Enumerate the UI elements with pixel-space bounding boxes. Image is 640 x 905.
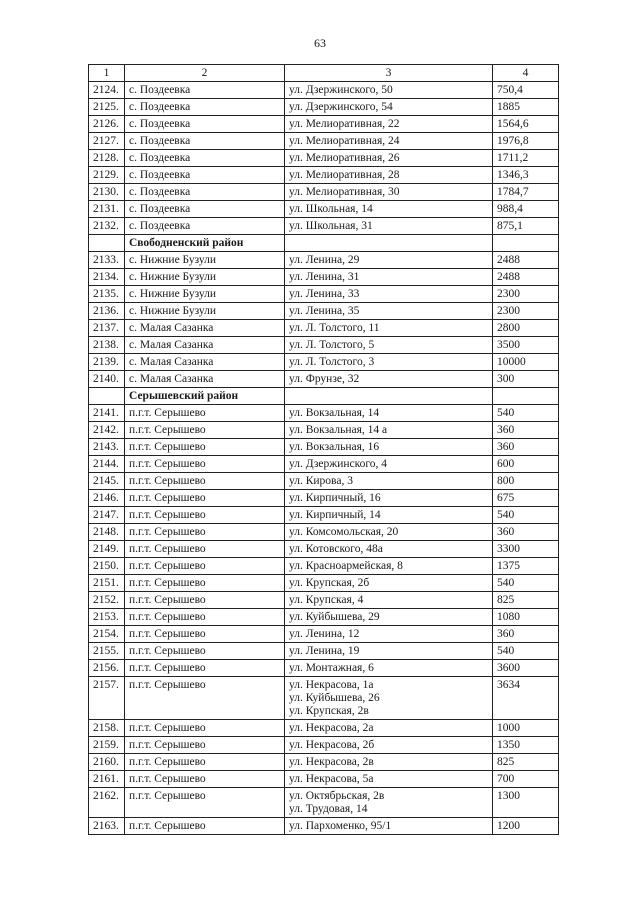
address-line: ул. Ленина, 12 [289, 628, 360, 640]
section-num-cell [89, 235, 125, 252]
address-line: ул. Кирова, 3 [289, 475, 353, 487]
table-row [89, 737, 559, 754]
address-cell [285, 99, 493, 116]
locality-cell: п.г.т. Серышево [125, 643, 285, 660]
table-row [89, 184, 559, 201]
page-number: 63 [314, 36, 326, 50]
address-line: ул. Школьная, 14 [289, 203, 373, 215]
address-line: ул. Ленина, 19 [289, 645, 360, 657]
table-row [89, 754, 559, 771]
row-number: 2151. [89, 575, 125, 592]
locality-cell: п.г.т. Серышево [125, 422, 285, 439]
address-cell [285, 133, 493, 150]
table-row [89, 99, 559, 116]
locality-cell: п.г.т. Серышево [125, 720, 285, 737]
row-number: 2145. [89, 473, 125, 490]
row-number: 2161. [89, 771, 125, 788]
locality-cell: п.г.т. Серышево [125, 541, 285, 558]
address-cell [285, 660, 493, 677]
section-num-cell [89, 388, 125, 405]
row-number: 2142. [89, 422, 125, 439]
table-row [89, 592, 559, 609]
table-row [89, 201, 559, 218]
locality-cell: п.г.т. Серышево [125, 405, 285, 422]
column-header-3: 3 [285, 65, 493, 82]
value-cell: 360 [493, 439, 559, 456]
table-row [89, 473, 559, 490]
address-line: ул. Крупская, 2в [289, 705, 369, 717]
address-cell [285, 677, 493, 720]
value-cell: 1784,7 [493, 184, 559, 201]
address-cell [285, 218, 493, 235]
address-cell [285, 575, 493, 592]
locality-cell: п.г.т. Серышево [125, 609, 285, 626]
row-number: 2154. [89, 626, 125, 643]
address-line: ул. Монтажная, 6 [289, 662, 374, 674]
section-address-cell [285, 388, 493, 405]
table-row [89, 116, 559, 133]
table-row [89, 133, 559, 150]
table-row [89, 660, 559, 677]
address-line: ул. Трудовая, 14 [289, 803, 368, 815]
locality-cell: с. Поздеевка [125, 116, 285, 133]
register-table [88, 64, 559, 835]
locality-cell: с. Поздеевка [125, 201, 285, 218]
value-cell: 825 [493, 592, 559, 609]
table-row [89, 490, 559, 507]
value-cell: 675 [493, 490, 559, 507]
table-row [89, 286, 559, 303]
locality-cell: с. Малая Сазанка [125, 320, 285, 337]
address-line: ул. Некрасова, 2б [289, 739, 375, 751]
value-cell: 2300 [493, 303, 559, 320]
locality-cell: с. Малая Сазанка [125, 371, 285, 388]
row-number: 2159. [89, 737, 125, 754]
address-cell [285, 269, 493, 286]
row-number: 2149. [89, 541, 125, 558]
row-number: 2146. [89, 490, 125, 507]
locality-cell: п.г.т. Серышево [125, 626, 285, 643]
address-cell [285, 737, 493, 754]
value-cell: 1200 [493, 818, 559, 835]
table-row [89, 252, 559, 269]
locality-cell: п.г.т. Серышево [125, 490, 285, 507]
row-number: 2160. [89, 754, 125, 771]
table-row [89, 788, 559, 818]
address-line: ул. Крупская, 2б [289, 577, 370, 589]
value-cell: 300 [493, 371, 559, 388]
row-number: 2162. [89, 788, 125, 818]
locality-cell: с. Малая Сазанка [125, 337, 285, 354]
locality-cell: с. Поздеевка [125, 99, 285, 116]
address-line: ул. Л. Толстого, 11 [289, 322, 380, 334]
address-line: ул. Фрунзе, 32 [289, 373, 360, 385]
table-row [89, 320, 559, 337]
locality-cell: п.г.т. Серышево [125, 473, 285, 490]
address-cell [285, 252, 493, 269]
locality-cell: п.г.т. Серышево [125, 737, 285, 754]
section-row [89, 388, 559, 405]
row-number: 2137. [89, 320, 125, 337]
value-cell: 2300 [493, 286, 559, 303]
value-cell: 2800 [493, 320, 559, 337]
table-row [89, 558, 559, 575]
row-number: 2125. [89, 99, 125, 116]
row-number: 2156. [89, 660, 125, 677]
address-line: ул. Некрасова, 5а [289, 773, 374, 785]
locality-cell: п.г.т. Серышево [125, 754, 285, 771]
value-cell: 1346,3 [493, 167, 559, 184]
row-number: 2134. [89, 269, 125, 286]
row-number: 2158. [89, 720, 125, 737]
address-cell [285, 303, 493, 320]
address-cell [285, 818, 493, 835]
address-cell [285, 286, 493, 303]
locality-cell: п.г.т. Серышево [125, 818, 285, 835]
locality-cell: с. Поздеевка [125, 184, 285, 201]
address-line: ул. Ленина, 35 [289, 305, 360, 317]
table-row [89, 218, 559, 235]
locality-cell: п.г.т. Серышево [125, 439, 285, 456]
table-row [89, 150, 559, 167]
address-cell [285, 201, 493, 218]
address-line: ул. Школьная, 31 [289, 220, 373, 232]
address-line: ул. Ленина, 29 [289, 254, 360, 266]
row-number: 2141. [89, 405, 125, 422]
address-line: ул. Куйбышева, 29 [289, 611, 380, 623]
row-number: 2153. [89, 609, 125, 626]
row-number: 2135. [89, 286, 125, 303]
value-cell: 360 [493, 626, 559, 643]
value-cell: 750,4 [493, 82, 559, 99]
row-number: 2131. [89, 201, 125, 218]
table-row [89, 269, 559, 286]
address-line: ул. Вокзальная, 16 [289, 441, 380, 453]
value-cell: 2488 [493, 252, 559, 269]
row-number: 2155. [89, 643, 125, 660]
row-number: 2127. [89, 133, 125, 150]
locality-cell: п.г.т. Серышево [125, 592, 285, 609]
column-header-2: 2 [125, 65, 285, 82]
value-cell: 10000 [493, 354, 559, 371]
value-cell: 540 [493, 507, 559, 524]
row-number: 2132. [89, 218, 125, 235]
row-number: 2163. [89, 818, 125, 835]
address-cell [285, 456, 493, 473]
locality-cell: п.г.т. Серышево [125, 771, 285, 788]
row-number: 2136. [89, 303, 125, 320]
address-line: ул. Некрасова, 2в [289, 756, 374, 768]
row-number: 2138. [89, 337, 125, 354]
value-cell: 540 [493, 405, 559, 422]
address-line: ул. Кирпичный, 14 [289, 509, 381, 521]
address-cell [285, 643, 493, 660]
value-cell: 3500 [493, 337, 559, 354]
table-row [89, 507, 559, 524]
row-number: 2157. [89, 677, 125, 720]
address-cell [285, 116, 493, 133]
address-line: ул. Мелиоративная, 30 [289, 186, 400, 198]
address-line: ул. Ленина, 31 [289, 271, 360, 283]
row-number: 2124. [89, 82, 125, 99]
table-row [89, 82, 559, 99]
value-cell: 800 [493, 473, 559, 490]
table-row [89, 524, 559, 541]
row-number: 2143. [89, 439, 125, 456]
address-cell [285, 439, 493, 456]
value-cell: 3634 [493, 677, 559, 720]
address-line: ул. Мелиоративная, 22 [289, 118, 400, 130]
row-number: 2150. [89, 558, 125, 575]
address-cell [285, 320, 493, 337]
table-row [89, 643, 559, 660]
address-cell [285, 592, 493, 609]
locality-cell: с. Поздеевка [125, 82, 285, 99]
column-header-4: 4 [493, 65, 559, 82]
table-row [89, 609, 559, 626]
locality-cell: п.г.т. Серышево [125, 677, 285, 720]
table-row [89, 371, 559, 388]
address-cell [285, 82, 493, 99]
address-line: ул. Крупская, 4 [289, 594, 364, 606]
address-line: ул. Мелиоративная, 28 [289, 169, 400, 181]
row-number: 2130. [89, 184, 125, 201]
row-number: 2128. [89, 150, 125, 167]
address-line: ул. Вокзальная, 14 а [289, 424, 388, 436]
value-cell: 1375 [493, 558, 559, 575]
value-cell: 1711,2 [493, 150, 559, 167]
address-line: ул. Дзержинского, 4 [289, 458, 388, 470]
section-address-cell [285, 235, 493, 252]
row-number: 2144. [89, 456, 125, 473]
address-line: ул. Куйбышева, 26 [289, 692, 380, 704]
value-cell: 825 [493, 754, 559, 771]
value-cell: 700 [493, 771, 559, 788]
value-cell: 360 [493, 524, 559, 541]
address-cell [285, 337, 493, 354]
table-row [89, 541, 559, 558]
address-cell [285, 788, 493, 818]
address-line: ул. Ленина, 33 [289, 288, 360, 300]
locality-cell: с. Поздеевка [125, 150, 285, 167]
address-cell [285, 626, 493, 643]
address-cell [285, 371, 493, 388]
row-number: 2147. [89, 507, 125, 524]
value-cell: 2488 [493, 269, 559, 286]
row-number: 2140. [89, 371, 125, 388]
address-line: ул. Некрасова, 1а [289, 679, 374, 691]
address-line: ул. Мелиоративная, 26 [289, 152, 400, 164]
table-row [89, 677, 559, 720]
table-row [89, 771, 559, 788]
address-cell [285, 490, 493, 507]
value-cell: 1976,8 [493, 133, 559, 150]
table-body [89, 82, 559, 835]
address-cell [285, 609, 493, 626]
value-cell: 3300 [493, 541, 559, 558]
value-cell: 1564,6 [493, 116, 559, 133]
locality-cell: с. Нижние Бузули [125, 286, 285, 303]
locality-cell: п.г.т. Серышево [125, 507, 285, 524]
table-row [89, 337, 559, 354]
address-cell [285, 422, 493, 439]
value-cell: 1300 [493, 788, 559, 818]
locality-cell: п.г.т. Серышево [125, 575, 285, 592]
address-cell [285, 524, 493, 541]
section-value-cell [493, 388, 559, 405]
locality-cell: с. Нижние Бузули [125, 303, 285, 320]
address-line: ул. Кирпичный, 16 [289, 492, 381, 504]
locality-cell: п.г.т. Серышево [125, 788, 285, 818]
table-row [89, 575, 559, 592]
address-cell [285, 720, 493, 737]
value-cell: 1350 [493, 737, 559, 754]
address-cell [285, 167, 493, 184]
value-cell: 540 [493, 575, 559, 592]
address-cell [285, 184, 493, 201]
row-number: 2148. [89, 524, 125, 541]
value-cell: 1000 [493, 720, 559, 737]
table-row [89, 720, 559, 737]
row-number: 2126. [89, 116, 125, 133]
address-line: ул. Красноармейская, 8 [289, 560, 403, 572]
row-number: 2152. [89, 592, 125, 609]
locality-cell: п.г.т. Серышево [125, 456, 285, 473]
table-row [89, 405, 559, 422]
address-line: ул. Некрасова, 2а [289, 722, 374, 734]
row-number: 2139. [89, 354, 125, 371]
address-line: ул. Комсомольская, 20 [289, 526, 399, 538]
address-line: ул. Котовского, 48а [289, 543, 383, 555]
address-cell [285, 473, 493, 490]
table-row [89, 439, 559, 456]
table-row [89, 818, 559, 835]
value-cell: 600 [493, 456, 559, 473]
locality-cell: с. Поздеевка [125, 133, 285, 150]
row-number: 2129. [89, 167, 125, 184]
table-row [89, 422, 559, 439]
address-cell [285, 405, 493, 422]
column-header-1: 1 [89, 65, 125, 82]
address-cell [285, 150, 493, 167]
address-cell [285, 541, 493, 558]
table-header-row [89, 65, 559, 82]
address-line: ул. Л. Толстого, 5 [289, 339, 375, 351]
address-cell [285, 754, 493, 771]
value-cell: 540 [493, 643, 559, 660]
locality-cell: с. Малая Сазанка [125, 354, 285, 371]
address-cell [285, 507, 493, 524]
address-line: ул. Дзержинского, 50 [289, 84, 393, 96]
section-title: Свободненский район [125, 235, 285, 252]
section-title: Серышевский район [125, 388, 285, 405]
locality-cell: п.г.т. Серышево [125, 524, 285, 541]
row-number: 2133. [89, 252, 125, 269]
value-cell: 360 [493, 422, 559, 439]
locality-cell: с. Поздеевка [125, 167, 285, 184]
address-cell [285, 558, 493, 575]
table-row [89, 456, 559, 473]
address-line: ул. Вокзальная, 14 [289, 407, 380, 419]
address-cell [285, 354, 493, 371]
section-value-cell [493, 235, 559, 252]
table-row [89, 303, 559, 320]
locality-cell: с. Нижние Бузули [125, 252, 285, 269]
address-cell [285, 771, 493, 788]
value-cell: 1080 [493, 609, 559, 626]
table-row [89, 354, 559, 371]
value-cell: 988,4 [493, 201, 559, 218]
table-row [89, 626, 559, 643]
value-cell: 1885 [493, 99, 559, 116]
locality-cell: п.г.т. Серышево [125, 660, 285, 677]
locality-cell: с. Нижние Бузули [125, 269, 285, 286]
section-row [89, 235, 559, 252]
locality-cell: с. Поздеевка [125, 218, 285, 235]
address-line: ул. Пархоменко, 95/1 [289, 820, 392, 832]
table-row [89, 167, 559, 184]
locality-cell: п.г.т. Серышево [125, 558, 285, 575]
address-line: ул. Мелиоративная, 24 [289, 135, 400, 147]
value-cell: 875,1 [493, 218, 559, 235]
address-line: ул. Л. Толстого, 3 [289, 356, 375, 368]
address-line: ул. Дзержинского, 54 [289, 101, 393, 113]
address-line: ул. Октябрьская, 2в [289, 790, 385, 802]
value-cell: 3600 [493, 660, 559, 677]
